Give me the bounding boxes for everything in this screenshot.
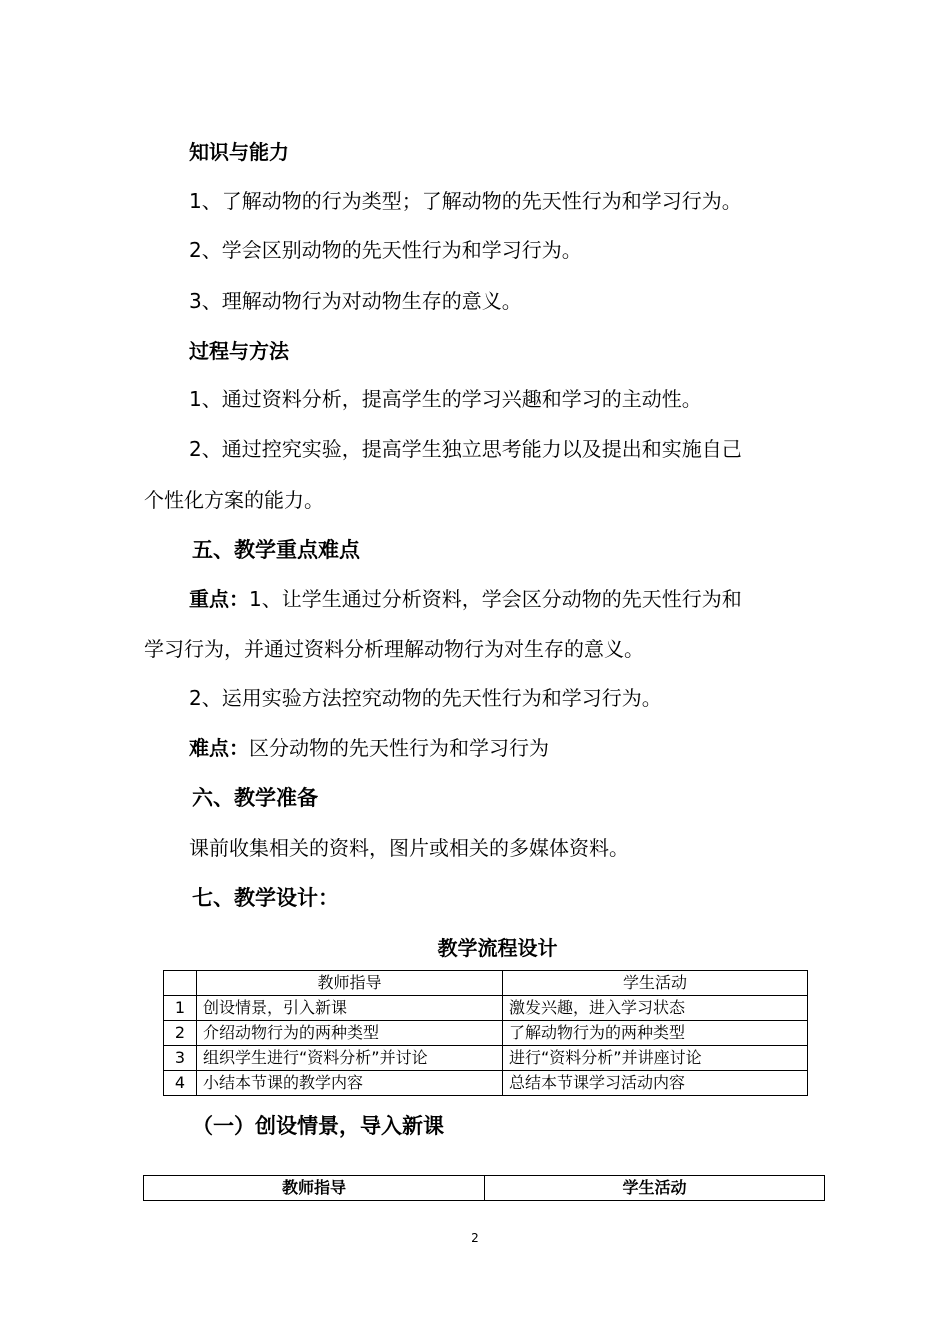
flow-row-teacher: 创设情景，引入新课	[197, 996, 503, 1021]
knowledge-item-3: 3、理解动物行为对动物生存的意义。	[189, 289, 522, 313]
key-point-text: 1、让学生通过分析资料，学会区分动物的先天性行为和	[249, 587, 742, 611]
section-seven-title: 七、教学设计：	[192, 886, 339, 910]
activity-table	[143, 1175, 825, 1201]
flow-row-num: 1	[164, 996, 197, 1021]
knowledge-item-1: 1、了解动物的行为类型；了解动物的先天性行为和学习行为。	[189, 189, 742, 213]
flow-header-teacher: 教师指导	[197, 971, 503, 996]
difficulty-label: 难点：	[189, 736, 249, 760]
activity-header-teacher: 教师指导	[144, 1176, 485, 1201]
flow-row-teacher: 小结本节课的教学内容	[197, 1071, 503, 1096]
flow-row-num: 4	[164, 1071, 197, 1096]
section-five-title: 五、教学重点难点	[192, 538, 360, 562]
flow-table-header-row	[164, 971, 808, 996]
process-item-2-continuation: 个性化方案的能力。	[144, 488, 324, 512]
key-point-continuation: 学习行为，并通过资料分析理解动物行为对生存的意义。	[144, 637, 644, 661]
activity-table-header-row	[144, 1176, 825, 1201]
section-process-title: 过程与方法	[189, 339, 289, 363]
section-knowledge-title: 知识与能力	[189, 140, 289, 164]
key-point-item-2: 2、运用实验方法控究动物的先天性行为和学习行为。	[189, 686, 662, 710]
flow-row-num: 2	[164, 1021, 197, 1046]
difficulty-line	[189, 735, 549, 761]
page-number: 2	[471, 1231, 479, 1245]
flow-table	[163, 970, 808, 1096]
flow-row-student: 进行“资料分析”并讲座讨论	[503, 1046, 808, 1071]
table-row	[164, 1046, 808, 1071]
table-row	[164, 1021, 808, 1046]
flow-row-teacher: 组织学生进行“资料分析”并讨论	[197, 1046, 503, 1071]
flow-row-student: 了解动物行为的两种类型	[503, 1021, 808, 1046]
flow-header-student: 学生活动	[503, 971, 808, 996]
preparation-text: 课前收集相关的资料，图片或相关的多媒体资料。	[189, 836, 629, 860]
key-point-label: 重点：	[189, 587, 249, 611]
process-item-1: 1、通过资料分析，提高学生的学习兴趣和学习的主动性。	[189, 387, 702, 411]
key-point-line	[189, 586, 742, 612]
flow-header-num	[164, 971, 197, 996]
table-row	[164, 996, 808, 1021]
activity-header-student: 学生活动	[485, 1176, 825, 1201]
flow-table-title: 教学流程设计	[437, 936, 558, 960]
flow-row-teacher: 介绍动物行为的两种类型	[197, 1021, 503, 1046]
flow-row-student: 总结本节课学习活动内容	[503, 1071, 808, 1096]
process-item-2: 2、通过控究实验，提高学生独立思考能力以及提出和实施自己	[189, 437, 742, 461]
section-six-title: 六、教学准备	[192, 786, 318, 810]
knowledge-item-2: 2、学会区别动物的先天性行为和学习行为。	[189, 238, 582, 262]
subsection-one-title: （一）创设情景，导入新课	[192, 1114, 444, 1138]
difficulty-text: 区分动物的先天性行为和学习行为	[249, 736, 549, 760]
flow-row-num: 3	[164, 1046, 197, 1071]
table-row	[164, 1071, 808, 1096]
flow-row-student: 激发兴趣，进入学习状态	[503, 996, 808, 1021]
